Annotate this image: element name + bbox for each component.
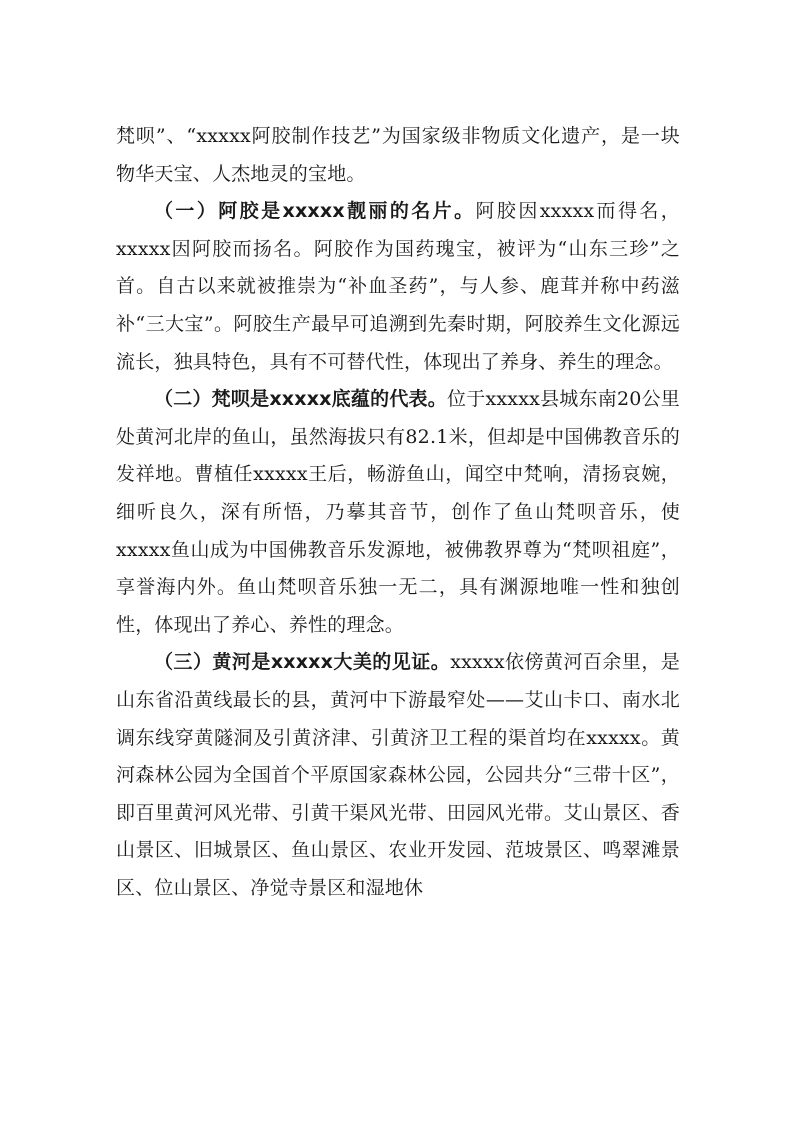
section-heading: （二）梵呗是xxxxx底蕴的代表。: [154, 388, 448, 411]
paragraph-section-2: [116, 381, 680, 644]
section-heading: （三）黄河是xxxxx大美的见证。: [154, 651, 451, 674]
paragraph-text: 位于xxxxx县城东南20公里处黄河北岸的鱼山，虽然海拔只有82.1米，但却是中国佛教音乐的发祥地。曹植任xxxxx王后，畅游鱼山，闻空中梵响，清扬哀婉，细听良久，深有所悟，乃摹其音节，创作了鱼山梵呗音乐，使xxxxx鱼山成为中国佛教音乐发源地，被佛教界尊为“梵呗祖庭”，享誉海内外。鱼山梵呗音乐独一无二，具有渊源地唯一性和独创性，体现出了养心、养性的理念。: [116, 388, 680, 636]
paragraph-section-1: [116, 193, 680, 381]
paragraph-text: xxxxx依傍黄河百余里，是山东省沿黄线最长的县，黄河中下游最窄处——艾山卡口、南水北调东线穿黄隧洞及引黄济津、引黄济卫工程的渠首均在xxxxx。黄河森林公园为全国首个平原国家森林公园，公园共分“三带十区”，即百里黄河风光带、引黄干渠风光带、田园风光带。艾山景区、香山景区、旧城景区、鱼山景区、农业开发园、范坡景区、鸣翠滩景区、位山景区、净觉寺景区和湿地休: [116, 651, 680, 899]
paragraph-intro-continuation: [116, 118, 680, 193]
section-heading: （一）阿胶是xxxxx靓丽的名片。: [154, 200, 476, 223]
paragraph-text: 梵呗”、“xxxxx阿胶制作技艺”为国家级非物质文化遗产，是一块物华天宝、人杰地灵的宝地。: [116, 125, 680, 185]
document-body: [116, 118, 680, 907]
paragraph-text: 阿胶因xxxxx而得名，xxxxx因阿胶而扬名。阿胶作为国药瑰宝，被评为“山东三珍”之首。自古以来就被推崇为“补血圣药”，与人参、鹿茸并称中药滋补“三大宝”。阿胶生产最早可追溯到先秦时期，阿胶养生文化源远流长，独具特色，具有不可替代性，体现出了养身、养生的理念。: [116, 200, 680, 373]
paragraph-section-3: [116, 644, 680, 907]
